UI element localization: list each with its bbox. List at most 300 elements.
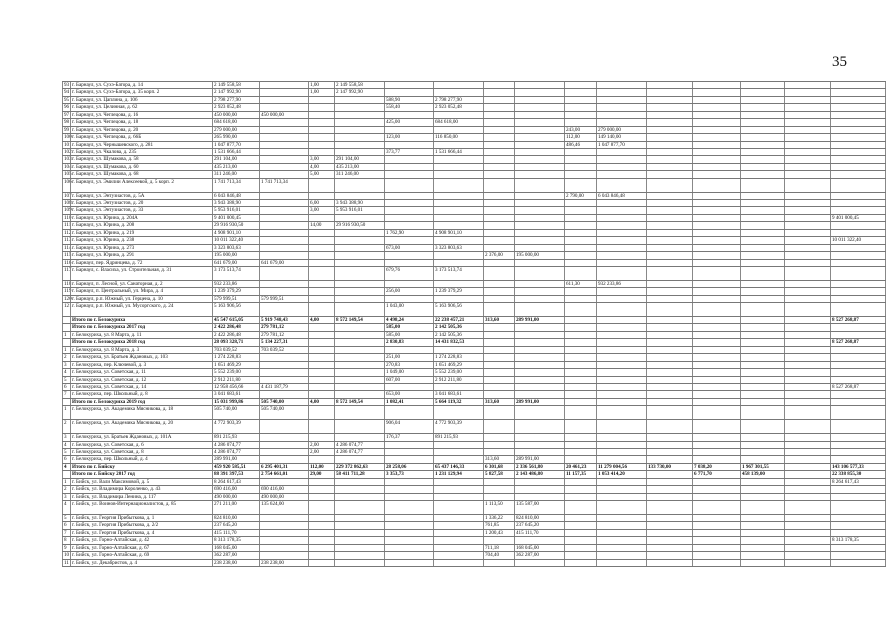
table-row bbox=[62, 399, 886, 406]
table-cell bbox=[740, 354, 784, 360]
table-cell: г. Барнаул, ул. Юрина, д. 204А bbox=[70, 215, 212, 221]
table-cell bbox=[334, 112, 384, 118]
table-cell: 10 011 322,40 bbox=[212, 237, 259, 243]
table-cell: 2,00 bbox=[308, 442, 334, 448]
table-cell: 2 149 558,58 bbox=[212, 82, 259, 88]
table-cell bbox=[740, 332, 784, 338]
table-cell: г. Бийск, ул. Горно-Алтайская, д. 42 bbox=[70, 537, 212, 543]
table-cell: 1 047 877,70 bbox=[596, 142, 646, 148]
table-row bbox=[62, 324, 886, 331]
table-cell: 2 798 277,90 bbox=[433, 97, 483, 103]
table-cell bbox=[433, 456, 483, 462]
table-cell bbox=[692, 347, 740, 353]
table-cell: 3 bbox=[62, 494, 70, 500]
table-cell bbox=[384, 171, 433, 177]
table-cell: 96 bbox=[64, 104, 70, 111]
table-row bbox=[62, 112, 886, 119]
table-cell: 22 338 855,30 bbox=[830, 471, 886, 477]
table-cell bbox=[483, 267, 514, 280]
table-cell bbox=[514, 237, 564, 243]
table-row bbox=[62, 267, 886, 281]
table-cell bbox=[514, 479, 564, 485]
table-cell bbox=[564, 347, 596, 353]
table-cell: 373,77 bbox=[384, 149, 433, 155]
table-cell bbox=[564, 377, 596, 383]
table-cell bbox=[483, 362, 514, 368]
table-cell bbox=[830, 501, 886, 514]
table-cell: 116 850,00 bbox=[433, 134, 483, 140]
table-row bbox=[62, 362, 886, 369]
table-cell bbox=[514, 149, 564, 155]
table-cell: 1 113,50 bbox=[483, 501, 514, 514]
table-cell: 1 239 379,29 bbox=[212, 288, 259, 294]
table-cell: 1 651 469,29 bbox=[212, 362, 259, 368]
table-cell bbox=[692, 494, 740, 500]
table-cell bbox=[483, 537, 514, 543]
table-cell bbox=[514, 354, 564, 360]
table-cell bbox=[692, 164, 740, 170]
table-cell bbox=[740, 303, 784, 316]
table-cell: 99 bbox=[64, 126, 70, 133]
table-cell bbox=[784, 89, 830, 95]
table-cell: 88 391 397,53 bbox=[212, 471, 259, 477]
table-cell bbox=[830, 267, 886, 280]
table-cell bbox=[259, 215, 308, 221]
table-cell bbox=[784, 82, 830, 88]
table-cell bbox=[784, 119, 830, 125]
table-cell: 135 624,00 bbox=[259, 501, 308, 514]
table-cell bbox=[259, 142, 308, 148]
table-row bbox=[62, 456, 886, 463]
table-row bbox=[62, 171, 886, 178]
table-cell: г. Барнаул, пер. Ядринцева, д. 72 bbox=[70, 260, 212, 266]
table-cell: 237 645,20 bbox=[514, 522, 564, 528]
table-cell: 490 000,00 bbox=[259, 494, 308, 500]
table-row bbox=[62, 471, 886, 478]
table-cell bbox=[692, 127, 740, 133]
table-row bbox=[62, 296, 886, 303]
table-cell: 1,00 bbox=[308, 89, 334, 95]
table-cell: 486,46 bbox=[564, 142, 596, 148]
table-cell bbox=[646, 560, 692, 566]
table-cell bbox=[692, 552, 740, 558]
repair-registry-table bbox=[62, 82, 886, 567]
table-cell bbox=[334, 142, 384, 148]
table-cell bbox=[483, 303, 514, 316]
table-cell bbox=[596, 89, 646, 95]
table-cell bbox=[692, 281, 740, 287]
table-cell bbox=[740, 369, 784, 375]
table-cell bbox=[646, 142, 692, 148]
table-cell: 3 173 513,74 bbox=[212, 267, 259, 280]
table-cell bbox=[564, 89, 596, 95]
table-cell: 932 233,86 bbox=[212, 281, 259, 287]
table-cell bbox=[784, 339, 830, 345]
table-cell bbox=[384, 522, 433, 528]
table-cell bbox=[596, 494, 646, 500]
table-cell: 1 762,90 bbox=[384, 230, 433, 236]
table-cell: 6 bbox=[62, 456, 70, 462]
table-cell bbox=[433, 82, 483, 88]
table-cell bbox=[259, 369, 308, 375]
table-cell bbox=[433, 127, 483, 133]
table-row bbox=[62, 545, 886, 552]
table-cell: 8 264 617,43 bbox=[830, 479, 886, 485]
table-cell: 4 286 074,77 bbox=[334, 449, 384, 455]
table-cell bbox=[483, 200, 514, 206]
table-cell bbox=[259, 200, 308, 206]
table-cell bbox=[646, 164, 692, 170]
table-cell bbox=[384, 260, 433, 266]
table-cell: 6 043 846,48 bbox=[212, 193, 259, 199]
table-cell: 1 741 713,34 bbox=[212, 179, 259, 192]
table-cell: 1 053 414,20 bbox=[596, 471, 646, 477]
table-cell bbox=[646, 442, 692, 448]
table-cell bbox=[384, 215, 433, 221]
table-cell bbox=[308, 303, 334, 316]
table-cell: 2 bbox=[62, 486, 70, 492]
table-cell bbox=[308, 434, 334, 440]
table-cell bbox=[308, 486, 334, 492]
table-cell: 45 547 615,05 bbox=[212, 317, 259, 323]
table-cell: г. Бийск, ул. Горно-Алтайская, д. 69 bbox=[70, 552, 212, 558]
table-cell bbox=[334, 127, 384, 133]
table-cell bbox=[830, 530, 886, 536]
table-row bbox=[62, 193, 886, 200]
table-cell bbox=[740, 82, 784, 88]
table-cell: 291 104,00 bbox=[334, 156, 384, 162]
table-cell bbox=[646, 486, 692, 492]
table-cell bbox=[564, 267, 596, 280]
table-cell bbox=[308, 515, 334, 521]
table-cell bbox=[564, 156, 596, 162]
table-cell bbox=[740, 339, 784, 345]
table-cell: 4 772 903,39 bbox=[212, 420, 259, 433]
table-cell bbox=[692, 537, 740, 543]
table-cell: 585,00 bbox=[384, 324, 433, 330]
table-cell: 98 bbox=[64, 119, 70, 126]
table-cell: 270,83 bbox=[384, 362, 433, 368]
table-cell: 14,00 bbox=[308, 222, 334, 228]
table-cell bbox=[483, 288, 514, 294]
table-cell bbox=[692, 434, 740, 440]
table-cell bbox=[784, 267, 830, 280]
table-row bbox=[62, 104, 886, 111]
table-cell bbox=[596, 112, 646, 118]
table-cell bbox=[692, 171, 740, 177]
table-cell bbox=[308, 281, 334, 287]
table-cell: 289 991,00 bbox=[514, 456, 564, 462]
table-cell bbox=[564, 456, 596, 462]
table-cell bbox=[259, 449, 308, 455]
table-cell bbox=[830, 362, 886, 368]
table-cell bbox=[830, 303, 886, 316]
table-cell: 105 bbox=[64, 171, 72, 178]
table-cell bbox=[596, 552, 646, 558]
table-cell bbox=[483, 134, 514, 140]
table-cell bbox=[692, 179, 740, 192]
table-cell bbox=[784, 317, 830, 323]
table-cell bbox=[692, 288, 740, 294]
table-cell: 1 651 469,29 bbox=[433, 362, 483, 368]
table-cell bbox=[740, 215, 784, 221]
table-cell bbox=[564, 179, 596, 192]
table-cell bbox=[334, 347, 384, 353]
table-cell bbox=[784, 281, 830, 287]
table-cell bbox=[334, 281, 384, 287]
table-cell bbox=[740, 324, 784, 330]
table-cell bbox=[564, 442, 596, 448]
table-cell bbox=[692, 317, 740, 323]
table-cell bbox=[433, 486, 483, 492]
table-row bbox=[62, 552, 886, 559]
table-cell: 2 147 992,90 bbox=[212, 89, 259, 95]
table-cell bbox=[433, 296, 483, 302]
table-cell: 107 bbox=[64, 192, 72, 199]
table-cell bbox=[564, 317, 596, 323]
table-cell bbox=[692, 134, 740, 140]
table-row bbox=[62, 127, 886, 134]
table-cell: 110 bbox=[64, 214, 72, 221]
table-cell bbox=[308, 179, 334, 192]
table-cell: 3 173 513,74 bbox=[433, 267, 483, 280]
table-cell bbox=[596, 82, 646, 88]
table-cell: 279 781,12 bbox=[259, 324, 308, 330]
table-cell bbox=[646, 391, 692, 397]
table-cell bbox=[830, 456, 886, 462]
table-cell bbox=[740, 164, 784, 170]
table-cell bbox=[259, 119, 308, 125]
table-cell bbox=[740, 479, 784, 485]
table-row bbox=[62, 479, 886, 486]
table-cell bbox=[740, 384, 784, 390]
table-cell bbox=[740, 89, 784, 95]
table-cell bbox=[433, 142, 483, 148]
table-cell bbox=[384, 384, 433, 390]
table-cell: 3 943 388,90 bbox=[334, 200, 384, 206]
table-cell: 108 bbox=[64, 200, 72, 207]
table-cell: 58 411 711,28 bbox=[334, 471, 384, 477]
table-cell bbox=[334, 406, 384, 419]
table-cell bbox=[784, 434, 830, 440]
table-cell: 3,00 bbox=[308, 156, 334, 162]
table-cell bbox=[646, 230, 692, 236]
table-cell bbox=[596, 560, 646, 566]
table-cell: 5 953 916,01 bbox=[334, 207, 384, 213]
table-cell bbox=[384, 252, 433, 258]
table-cell bbox=[692, 149, 740, 155]
table-cell: 168 045,00 bbox=[514, 545, 564, 551]
table-cell: 891 215,93 bbox=[433, 434, 483, 440]
table-cell: 289 991,00 bbox=[514, 317, 564, 323]
table-cell bbox=[830, 245, 886, 251]
table-cell bbox=[740, 97, 784, 103]
table-cell bbox=[308, 97, 334, 103]
table-cell bbox=[646, 317, 692, 323]
table-cell bbox=[308, 230, 334, 236]
table-cell bbox=[483, 406, 514, 419]
table-cell: 3,00 bbox=[308, 207, 334, 213]
table-cell bbox=[514, 222, 564, 228]
table-cell bbox=[784, 149, 830, 155]
table-cell bbox=[784, 354, 830, 360]
table-cell: 238 238,00 bbox=[259, 560, 308, 566]
table-cell bbox=[483, 127, 514, 133]
table-cell bbox=[259, 267, 308, 280]
table-cell: 265 990,00 bbox=[212, 134, 259, 140]
table-cell: г. Барнаул, ул. Шумакова, д. 68 bbox=[70, 171, 212, 177]
table-cell: г. Белокуриха, пер. Школьный, д. 4 bbox=[70, 456, 212, 462]
table-cell: 7 bbox=[62, 391, 70, 397]
table-cell bbox=[259, 537, 308, 543]
table-cell bbox=[646, 260, 692, 266]
table-cell: 176,37 bbox=[384, 434, 433, 440]
table-cell bbox=[483, 296, 514, 302]
table-cell: 641 679,00 bbox=[259, 260, 308, 266]
table-cell bbox=[596, 230, 646, 236]
table-cell: 3 041 683,61 bbox=[433, 391, 483, 397]
table-cell bbox=[483, 222, 514, 228]
table-cell bbox=[483, 89, 514, 95]
table-cell bbox=[483, 479, 514, 485]
table-cell: 415 111,70 bbox=[212, 530, 259, 536]
table-cell bbox=[740, 391, 784, 397]
table-cell bbox=[259, 134, 308, 140]
table-cell bbox=[483, 112, 514, 118]
table-cell: 4 772 903,39 bbox=[433, 420, 483, 433]
table-cell: 611,30 bbox=[564, 281, 596, 287]
table-cell bbox=[740, 222, 784, 228]
table-cell bbox=[514, 200, 564, 206]
table-cell bbox=[646, 215, 692, 221]
table-cell: 4 286 074,77 bbox=[334, 442, 384, 448]
table-cell bbox=[596, 391, 646, 397]
table-cell bbox=[433, 215, 483, 221]
table-cell bbox=[646, 399, 692, 405]
table-cell bbox=[646, 267, 692, 280]
table-cell bbox=[564, 545, 596, 551]
table-cell: 11 bbox=[64, 559, 69, 566]
table-cell bbox=[692, 456, 740, 462]
table-cell: 8 572 149,54 bbox=[334, 317, 384, 323]
table-cell bbox=[384, 142, 433, 148]
table-cell bbox=[564, 200, 596, 206]
table-cell: г. Белокуриха, ул. 8 Марта, д. 3 bbox=[70, 347, 212, 353]
table-cell bbox=[514, 89, 564, 95]
table-row bbox=[62, 420, 886, 434]
table-cell bbox=[483, 82, 514, 88]
table-cell bbox=[514, 260, 564, 266]
table-cell: 123,00 bbox=[384, 134, 433, 140]
table-cell bbox=[384, 200, 433, 206]
table-cell bbox=[483, 354, 514, 360]
table-cell bbox=[433, 252, 483, 258]
table-cell bbox=[596, 207, 646, 213]
table-cell: 2,00 bbox=[308, 449, 334, 455]
table-cell bbox=[784, 420, 830, 433]
table-cell bbox=[433, 537, 483, 543]
table-cell bbox=[384, 281, 433, 287]
table-cell bbox=[334, 288, 384, 294]
table-row bbox=[62, 134, 886, 141]
table-cell bbox=[433, 89, 483, 95]
table-cell bbox=[740, 207, 784, 213]
table-cell bbox=[784, 552, 830, 558]
table-cell: 679,76 bbox=[384, 267, 433, 280]
table-cell bbox=[784, 384, 830, 390]
table-cell bbox=[596, 377, 646, 383]
table-cell: г. Белокуриха, ул. Советская, д. 8 bbox=[70, 449, 212, 455]
table-cell bbox=[384, 530, 433, 536]
table-cell: 653,00 bbox=[384, 391, 433, 397]
table-row bbox=[62, 406, 886, 420]
table-cell bbox=[259, 281, 308, 287]
table-cell bbox=[334, 362, 384, 368]
table-row bbox=[62, 530, 886, 537]
table-cell bbox=[259, 420, 308, 433]
table-cell bbox=[692, 119, 740, 125]
table-cell bbox=[740, 347, 784, 353]
table-row bbox=[62, 207, 886, 214]
table-row bbox=[62, 215, 886, 222]
table-cell bbox=[483, 486, 514, 492]
table-cell: 8 572 149,54 bbox=[334, 399, 384, 405]
table-cell: 415 111,70 bbox=[514, 530, 564, 536]
table-cell: 9 bbox=[62, 545, 70, 551]
table-cell bbox=[646, 384, 692, 390]
table-cell bbox=[784, 530, 830, 536]
table-cell bbox=[692, 354, 740, 360]
table-cell bbox=[692, 89, 740, 95]
table-cell: 8 313 178,35 bbox=[212, 537, 259, 543]
table-cell bbox=[692, 449, 740, 455]
table-cell: г. Барнаул, п. Лесной, ул. Санаторная, д. 2 bbox=[70, 281, 212, 287]
table-cell: 2 798 277,90 bbox=[212, 97, 259, 103]
table-cell bbox=[646, 89, 692, 95]
table-cell bbox=[259, 530, 308, 536]
table-cell bbox=[692, 267, 740, 280]
table-cell: 2 923 052,48 bbox=[212, 104, 259, 110]
table-cell bbox=[334, 369, 384, 375]
table-cell: 112 bbox=[64, 229, 72, 236]
table-cell bbox=[308, 537, 334, 543]
table-cell bbox=[596, 545, 646, 551]
table-cell bbox=[784, 537, 830, 543]
table-cell bbox=[596, 200, 646, 206]
table-cell: 1 bbox=[62, 347, 70, 353]
table-cell bbox=[740, 317, 784, 323]
table-cell bbox=[740, 252, 784, 258]
table-cell bbox=[692, 545, 740, 551]
table-cell: 450 000,00 bbox=[212, 112, 259, 118]
table-cell bbox=[483, 324, 514, 330]
table-cell: г. Барнаул, р.п. Южный, ул. Мусоргского, д. 24 bbox=[70, 303, 212, 316]
table-cell bbox=[564, 303, 596, 316]
table-cell bbox=[784, 134, 830, 140]
table-cell: 120 bbox=[64, 295, 72, 302]
table-cell: г. Барнаул, ул. Энтузиастов, д. 20 bbox=[70, 200, 212, 206]
table-cell bbox=[514, 406, 564, 419]
table-cell bbox=[308, 501, 334, 514]
table-cell bbox=[692, 112, 740, 118]
table-cell bbox=[692, 339, 740, 345]
table-cell: 14 431 832,53 bbox=[433, 339, 483, 345]
table-cell bbox=[740, 486, 784, 492]
table-cell bbox=[334, 552, 384, 558]
table-row bbox=[62, 442, 886, 449]
table-cell: 113 bbox=[64, 237, 72, 244]
table-cell bbox=[514, 362, 564, 368]
